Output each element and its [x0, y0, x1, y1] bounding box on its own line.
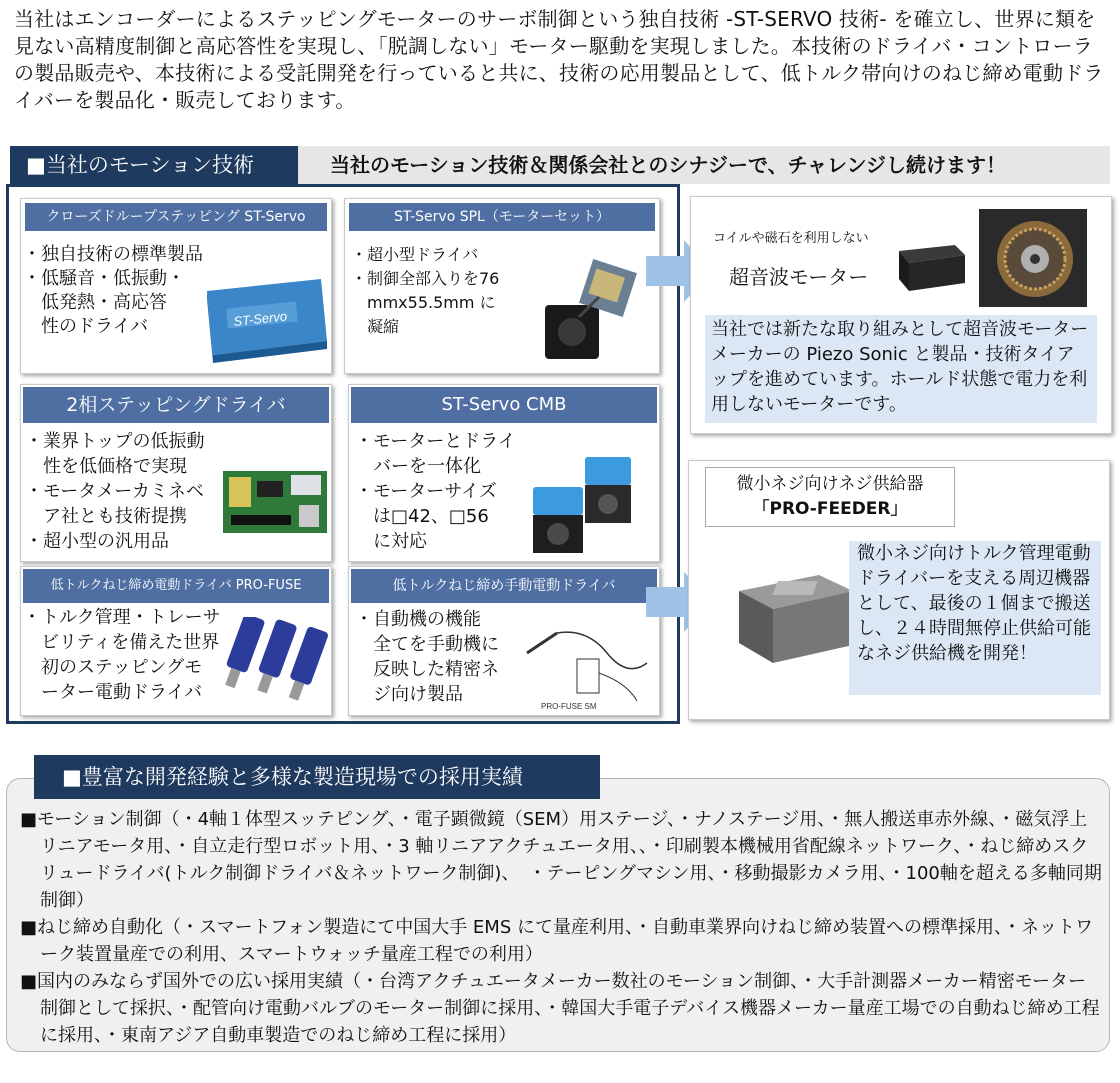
development-section-tab: ■豊富な開発経験と多様な製造現場での採用実績 [34, 755, 600, 799]
card-title: 2相ステッピングドライバ [23, 387, 329, 423]
card-text: ・自動機の機能 全てを手動機に 反映した精密ネ ジ向け製品 [355, 609, 499, 705]
card-title: 低トルクねじ締め手動電動ドライバ [351, 569, 657, 603]
development-item-overseas: ■国内のみならず国外での広い採用実績（・台湾アクチュエータメーカー数社のモーション制御、・大手計測器メーカー精密モーター制御として採択、・配管向け電動バルブのモーター制御に採用、・韓国大手電子デバイス機器メーカー量産工場での自動ねじ締め工程に採用、・東南アジア自動車製造でのねじ締め工程に採用） [20, 971, 1100, 1046]
stepping-driver-board-image [221, 467, 331, 537]
card-text: ・超小型ドライバ ・制御全部入りを76 mmx55.5mm に 凝縮 [351, 245, 500, 336]
drawing-caption: PRO-FUSE SM [541, 702, 597, 711]
feeder-label-box [705, 467, 955, 527]
card-manual-driver [348, 566, 660, 716]
manual-driver-drawing [517, 623, 657, 713]
spl-motor-image [539, 257, 639, 367]
st-servo-driver-image [197, 271, 331, 363]
development-item-motion: ■モーション制御（・4軸１体型スッテピング、・電子顕微鏡（SEM）用ステージ、・ナノステージ用、・無人搬送車赤外線、・磁気浮上リニアモータ用、・自立走行型ロボット用、・3 軸リニアアクチュエータ用、、・印刷製本機械用省配線ネットワーク、・ねじ締めスクリュードライバ(トルク制御ドライバ＆ネットワーク制御)、 ・テーピングマシン用、・移動撮影カメラ用、・100軸を超える多軸同期制御） [20, 809, 1102, 911]
ultrasonic-motor-image [979, 209, 1087, 307]
card-title: クローズドループステッピング ST-Servo [25, 203, 327, 231]
feeder-description: 微小ネジ向けトルク管理電動ドライバーを支える周辺機器として、最後の１個まで搬送し、２４時間無停止供給可能なネジ供給機を開発！ [849, 541, 1101, 695]
ultrasonic-description: 当社では新たな取り組みとして超音波モーターメーカーの Piezo Sonic と製品・技術タイアップを進めています。ホールド状態で電力を利用しないモーターです。 [705, 315, 1097, 423]
feeder-label-line1: 微小ネジ向けネジ供給器 [736, 474, 924, 494]
motion-section-banner: 当社のモーション技術＆関係会社とのシナジーで、チャレンジし続けます！ [298, 146, 1110, 184]
development-body [20, 806, 1102, 1049]
pro-feeder-image [729, 561, 859, 671]
card-st-servo-spl [344, 198, 660, 374]
ultrasonic-panel [690, 196, 1112, 434]
ultrasonic-small-text: コイルや磁石を利用しない [713, 231, 869, 246]
card-text: ・独自技術の標準製品 ・低騒音・低振動・ 低発熱・高応答 性のドライバ [23, 244, 203, 337]
card-title: ST-Servo CMB [351, 387, 657, 423]
card-title: 低トルクねじ締め電動ドライバ PRO-FUSE [23, 569, 329, 603]
card-st-servo [20, 198, 332, 374]
st-servo-logo: ST-Servo [232, 308, 288, 329]
intro-paragraph: 当社はエンコーダーによるステッピングモーターのサーボ制御という独自技術 -ST-SERVO 技術- を確立し、世界に類を見ない高精度制御と高応答性を実現し、「脱調しない」モーター駆動を実現しました。本技術のドライバ・コントローラの製品販売や、本技術による受託開発を行っていると共に、技術の応用製品として、低トルク帯向けのねじ締め電動ドライバーを製品化・販売しております。 [14, 7, 1104, 112]
ultrasonic-title: 超音波モーター [729, 265, 869, 289]
development-item-screw: ■ねじ締め自動化（・スマートフォン製造にて中国大手 EMS にて量産利用、・自動車業界向けねじ締め装置への標準採用、・ネットワーク装置量産での利用、スマートウォッチ量産工程での利用） [20, 917, 1093, 965]
feeder-panel [688, 460, 1110, 720]
card-text: ・業界トップの低振動 性を低価格で実現 ・モータメーカミネベ ア社とも技術提携 ・超小型の汎用品 [25, 431, 205, 552]
card-2phase-driver [20, 384, 332, 562]
ultrasonic-box-image [885, 211, 975, 307]
card-text: ・トルク管理・トレーサ ビリティを備えた世界 初のステッピングモ ーター電動ドライバ [23, 607, 221, 703]
card-pro-fuse [20, 566, 332, 716]
motion-section-tab: ■当社のモーション技術 [10, 146, 298, 184]
card-text: ・モーターとドライ バーを一体化 ・モーターサイズ は□42、□56 に対応 [355, 431, 516, 552]
card-st-servo-cmb [348, 384, 660, 562]
feeder-label-line2: 「PRO-FEEDER」 [752, 499, 908, 519]
card-title: ST-Servo SPL（モーターセット） [349, 203, 655, 231]
cmb-motor-image [525, 451, 653, 557]
pro-fuse-screwdrivers-image [221, 617, 331, 713]
